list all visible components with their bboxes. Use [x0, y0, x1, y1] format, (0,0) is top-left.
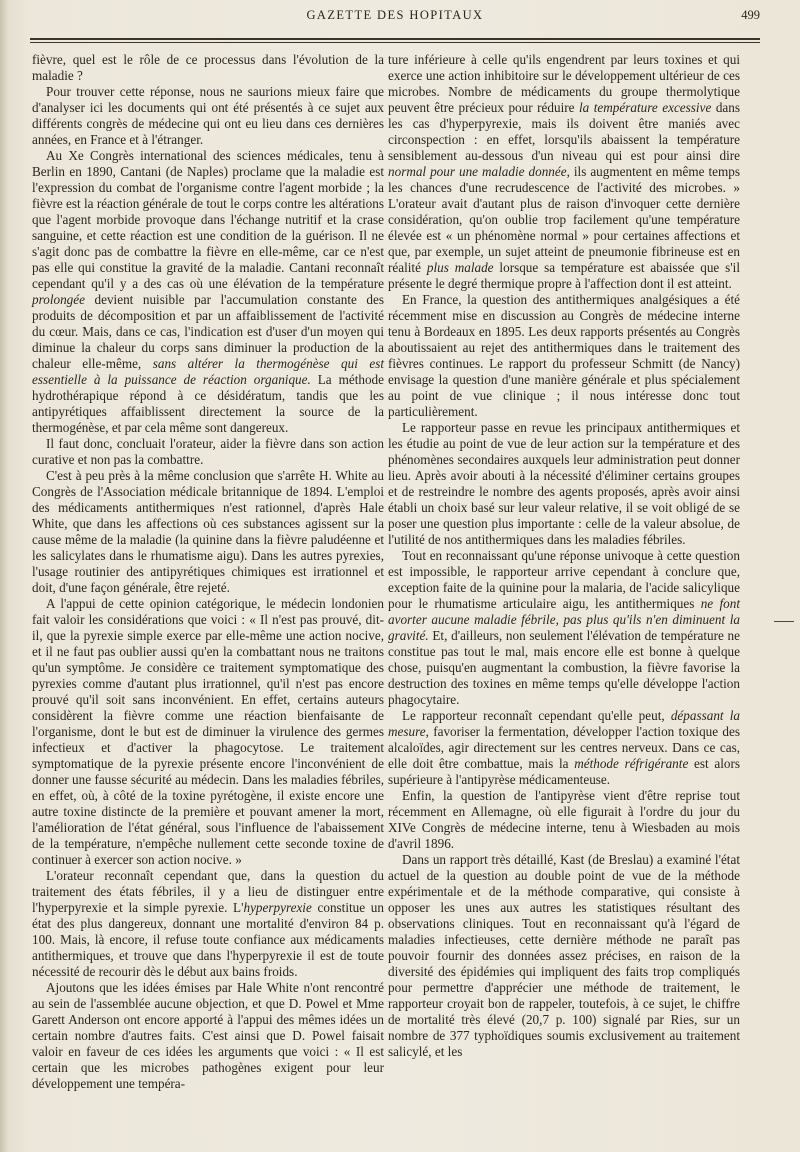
- text-run: devient nuisible par l'accumulation constante des produits de décomposition et par un affaiblissement de l'activité du cœur. Mais, dans ce cas, l'indication est d'user d'un moyen qui diminue la chaleur du corps sans diminuer la production de la chaleur elle-même,: [32, 292, 384, 371]
- text-run: Au Xe Congrès international des sciences médicales, tenu à Berlin en 1890, Cantani (de Naples) proclame que la maladie est l'expression du combat de l'organisme contre l'agent morbide ; la fièvre est la réaction générale de tout le corps contre les altérations que l'agent morbide provoque dans l'échange nutritif et la crase sanguine, et cette réaction est une condition de la guérison. Il ne s'agit donc pas de combattre la fièvre en elle-même, car ce n'est pas elle qui constitue la gravité de la maladie. Cantani reconnaît cependant qu'il y a des cas où une élévation de la température: [32, 148, 384, 291]
- emphasis: hyperpyrexie: [243, 900, 312, 915]
- text-run: L'orateur reconnaît cependant que, dans la question du traitement des états fébriles, il y a lieu de distinguer entre l'hyperpyrexie et la simple pyrexie. L': [32, 868, 384, 915]
- paragraph: [388, 708, 740, 788]
- paragraph: Pour trouver cette réponse, nous ne saurions mieux faire que d'analyser ici les documents qui ont été présentés à ce sujet aux différents congrès de médecine qui ont eu lieu dans ces dernières années, en France et à l'étranger.: [32, 84, 384, 147]
- paragraph: fièvre, quel est le rôle de ce processus dans l'évolution de la maladie ?: [32, 52, 384, 83]
- text-run: Le rapporteur reconnaît cependant qu'elle peut,: [402, 708, 671, 723]
- paragraph: A l'appui de cette opinion catégorique, le médecin londonien fait valoir les considérations que voici : « Il n'est pas prouvé, dit-il, que la pyrexie simple exerce par elle-même une action nocive, et il ne faut pas oublier aussi qu'en la combattant nous ne traitons qu'un symptôme. Je considère ce traitement symptomatique des pyrexies comme d'autant plus irrationnel, qu'il n'est pas encore prouvé qu'il soit sans inconvénient. En effet, certains auteurs considèrent la fièvre comme une réaction bienfaisante de l'organisme, dont le but est de diminuer la virulence des germes infectieux et d'activer la phagocytose. Le traitement symptomatique de la pyrexie présente encore l'inconvénient de donner une fausse sécurité au médecin. Dans les maladies fébriles, en effet, où, à côté de la toxine pyrétogène, il existe encore une autre toxine distincte de la première et pouvant amener la mort, l'amélioration de l'état général, sous l'influence de l'abaissement de la température, n'empêche nullement cette seconde toxine de continuer à exercer son action nocive. »: [32, 596, 384, 867]
- emphasis: méthode réfrigérante: [574, 756, 689, 771]
- text-run: dans les cas d'hyperpyrexie, mais ils doivent être maniés avec circonspection : en effet, lorsqu'ils abaissent la température sensiblement au-dessous d'un niveau qui est pour ainsi dire: [388, 100, 740, 163]
- paragraph: Le rapporteur passe en revue les principaux antithermiques et les étudie au point de vue de leur action sur la température et des phénomènes secondaires auxquels leur administration peut donner lieu. Après avoir abouti à la nécessité d'éliminer certains groupes et de restreindre le nombre des agents proposés, après avoir ainsi établi un choix basé sur leur valeur relative, il se voit obligé de se poser une question plus importante : celle de la valeur absolue, de l'utilité de nos antithermiques dans les maladies fébriles.: [388, 420, 740, 547]
- right-column: [388, 52, 740, 1060]
- header-rule-thick: [30, 38, 760, 40]
- text-run: Et, d'ailleurs, non seulement l'élévation de température ne constitue pas tout le mal, mais encore elle est bonne à quelque chose, puisqu'en augmentant la combustion, la fièvre favorise la destruction des toxines en même temps qu'elle développe l'action phagocytaire.: [388, 628, 740, 707]
- paragraph: [388, 52, 740, 292]
- text-run: constitue un état des plus dangereux, donnant une mortalité d'environ 84 p. 100. Mais, là encore, il refuse toute confiance aux médicaments antithermiques, et trouve que dans l'hyperpyrexie il est de toute nécessité de recourir dès le début aux bains froids.: [32, 900, 384, 979]
- emphasis: dépassant la mesure: [388, 708, 740, 739]
- emphasis: ne font avorter aucune maladie fébrile, pas plus qu'ils n'en diminuent la gravité.: [388, 596, 740, 643]
- paragraph: C'est à peu près à la même conclusion que s'arrête H. White au Congrès de l'Association médicale britannique de 1894. L'emploi des médicaments antithermiques n'est rationnel, d'après Hale White, que dans les affections où ces substances agissent sur la cause même de la maladie (la quinine dans la fièvre paludéenne et les salicylates dans le rhumatisme aigu). Dans les autres pyrexies, l'usage routinier des antipyrétiques chimiques est irrationnel et doit, d'une façon générale, être rejeté.: [32, 468, 384, 595]
- header-rule-thin: [30, 42, 760, 43]
- text-run: Tout en reconnaissant qu'une réponse univoque à cette question est impossible, le rapporteur arrive cependant à conclure que, exception faite de la quinine pour la malaria, de l'acide salicylique pour le rhumatisme articulaire aigu, les antithermiques: [388, 548, 740, 611]
- text-run: est alors supérieure à l'antipyrèse médicamenteuse.: [388, 756, 740, 787]
- text-run: , favoriser la fermentation, développer l'action toxique des alcaloïdes, agir directement sur les centres nerveux. Dans ce cas, elle doit être combattue, mais la: [388, 724, 740, 771]
- text-run: La méthode hydrothérapique répond à ce désidératum, tandis que les antipyrétiques affaiblissent directement la source de la thermogénèse, et par cela même sont dangereux.: [32, 372, 384, 435]
- page-number: 499: [741, 8, 760, 22]
- spine-shadow: [0, 0, 8, 1152]
- emphasis: prolongée: [32, 292, 85, 307]
- paragraph: Il faut donc, concluait l'orateur, aider la fièvre dans son action curative et non pas la combattre.: [32, 436, 384, 467]
- paragraph: En France, la question des antithermiques analgésiques a été récemment mise en discussion au Congrès de médecine interne tenu à Bordeaux en 1895. Les deux rapports présentés au Congrès aboutissaient au rejet des antithermiques dans le traitement des fièvres continues. Le rapport du professeur Schmitt (de Nancy) envisage la question d'une manière générale et plus spécialement au point de vue clinique ; il nous intéresse donc tout particulièrement.: [388, 292, 740, 419]
- text-run: lorsque sa température est abaissée que s'il présente le degré thermique propre à l'affection dont il est atteint.: [388, 260, 740, 291]
- paragraph: [32, 148, 384, 436]
- paragraph: [388, 548, 740, 708]
- paragraph: [32, 868, 384, 980]
- page-header: [30, 6, 760, 36]
- text-run: ture inférieure à celle qu'ils engendrent par leurs toxines et qui exerce une action inhibitoire sur le développement ultérieur de ces microbes. Nombre de médicaments du groupe thermolytique peuvent être précieux pour réduire: [388, 52, 740, 115]
- margin-mark: [774, 621, 794, 622]
- emphasis: plus malade: [426, 260, 494, 275]
- paragraph: Ajoutons que les idées émises par Hale White n'ont rencontré au sein de l'assemblée aucune objection, et que D. Powel et Mme Garett Anderson ont encore apporté à l'appui des mêmes idées un certain nombre d'autres faits. C'est ainsi que D. Powel faisait valoir en faveur de ces idées les arguments que voici : « Il est certain que les microbes pathogènes exigent pour leur développement une tempéra-: [32, 980, 384, 1091]
- emphasis: sans altérer la thermogénèse qui est essentielle à la puissance de réaction organique.: [32, 356, 384, 387]
- paragraph: Dans un rapport très détaillé, Kast (de Breslau) a examiné l'état actuel de la question au double point de vue de la méthode expérimentale et de la méthode comparative, qui consiste à opposer les unes aux autres les statistiques résultant des observations cliniques. Tout en reconnaissant qu'à l'égard de maladies infectieuses, cette dernière méthode ne paraît pas pouvoir fournir des données assez précises, en raison de la diversité des épidémies qui impliquent des faits trop compliqués pour permettre d'apprécier une méthode de traitement, le rapporteur croyait bon de rappeler, toutefois, à ce sujet, le chiffre de mortalité très élevé (20,7 p. 100) signalé par Ries, sur un nombre de 377 typhoïdiques soumis exclusivement au traitement salicylé, et les: [388, 852, 740, 1059]
- emphasis: la température excessive: [579, 100, 712, 115]
- running-title: GAZETTE DES HOPITAUX: [306, 8, 484, 22]
- paragraph: Enfin, la question de l'antipyrèse vient d'être reprise tout récemment en Allemagne, où elle figurait à l'ordre du jour du XIVe Congrès de médecine interne, tenu à Wiesbaden au mois d'avril 1896.: [388, 788, 740, 851]
- left-column: [32, 52, 384, 1092]
- text-run: , ils augmentent en même temps les chances d'une recrudescence de l'activité des microbes. » L'orateur avait d'autant plus de raison d'invoquer cette dernière considération, qu'on oublie trop facilement qu'une température élevée est « un phénomène normal » pour certaines affections et que, par exemple, un sujet atteint de pneumonie fibrineuse est en réalité: [388, 164, 740, 275]
- emphasis: normal pour une maladie donnée: [388, 164, 567, 179]
